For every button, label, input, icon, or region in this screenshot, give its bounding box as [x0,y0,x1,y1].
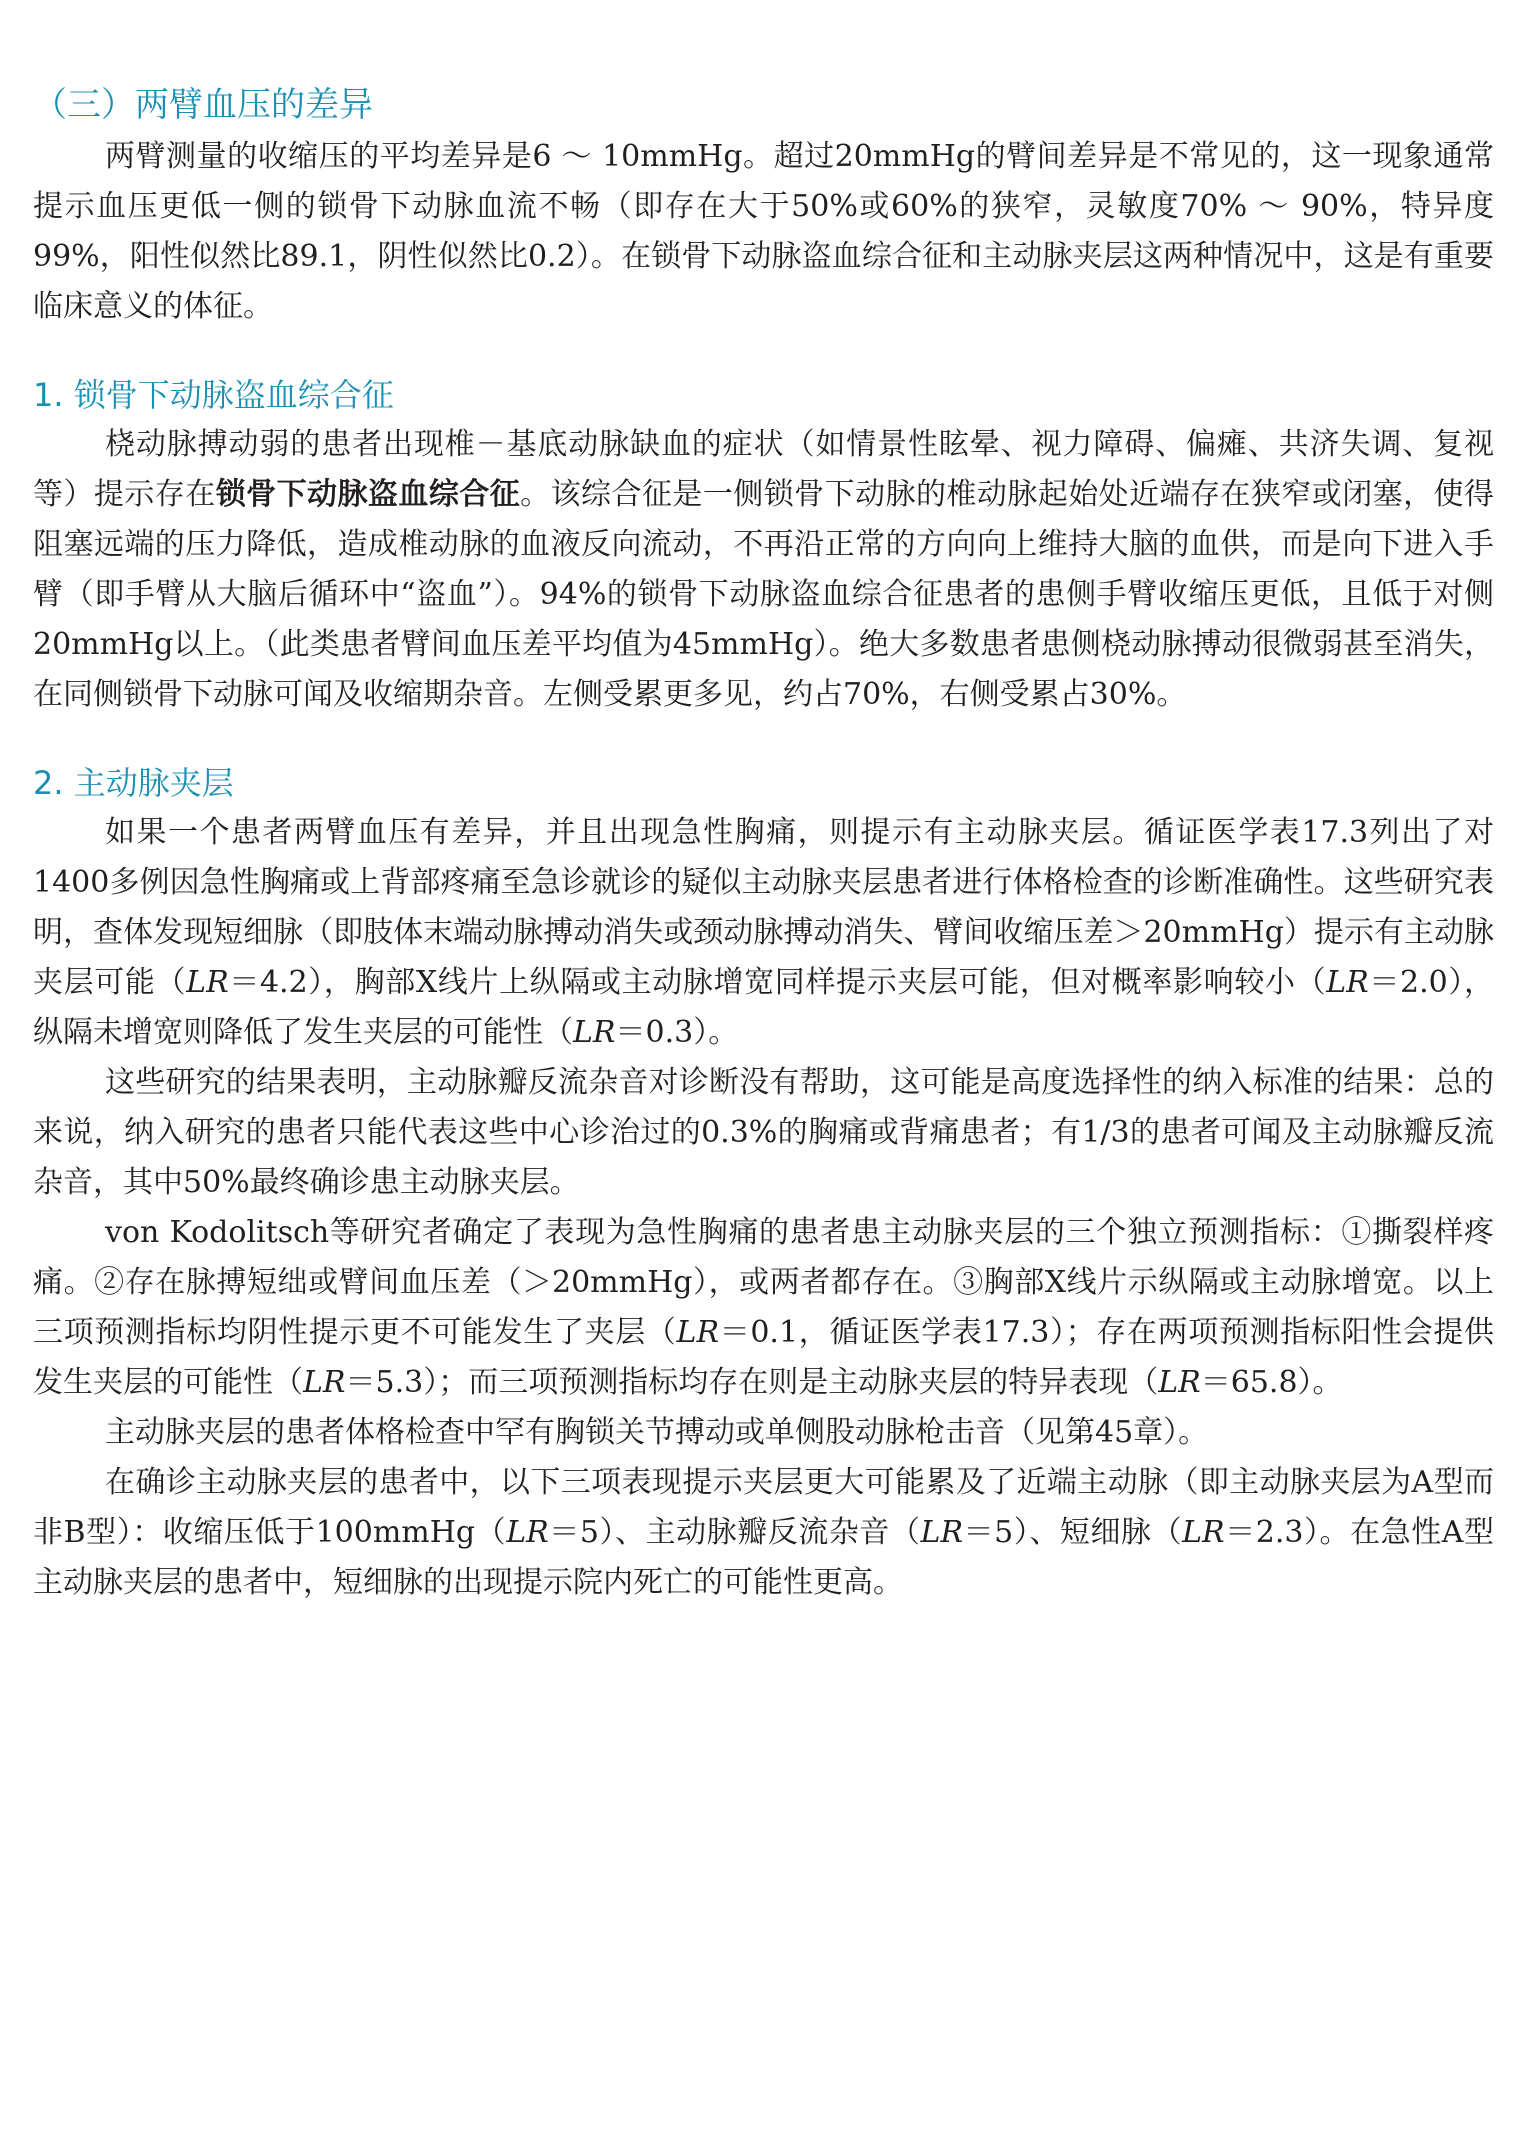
aortic-dissection-paragraph-4 [33,1408,1494,1458]
subclavian-steal-heading: 1. 锁骨下动脉盗血综合征 [33,376,394,414]
aortic-dissection-paragraph-2 [33,1058,1494,1208]
text-run: ＝0.1，循证医学表17.3）；存在两项预测指标阳性会提供发生夹层的可能性（ [33,1315,1495,1400]
lr-label: LR [1326,965,1369,1000]
text-run: ＝5）、短细脉（ [963,1515,1183,1550]
text-run: ＝4.2），胸部X线片上纵隔或主动脉增宽同样提示夹层可能，但对概率影响较小（ [228,965,1327,1000]
aortic-dissection-paragraph-1 [33,808,1494,1058]
spacer [33,720,1494,758]
lr-label: LR [186,965,229,1000]
text-run: 这些研究的结果表明，主动脉瓣反流杂音对诊断没有帮助，这可能是高度选择性的纳入标准的结果：总的来说，纳入研究的患者只能代表这些中心诊治过的0.3%的胸痛或背痛患者；有1/3的患者可闻及主动脉瓣反流杂音，其中50%最终确诊患主动脉夹层。 [33,1065,1494,1200]
aortic-dissection-paragraph-5 [33,1458,1494,1608]
text-run: 如果一个患者两臂血压有差异，并且出现急性胸痛，则提示有主动脉夹层。循证医学表17.3列出了对1400多例因急性胸痛或上背部疼痛至急诊就诊的疑似主动脉夹层患者进行体格检查的诊断准确性。这些研究表明，查体发现短细脉（即肢体末端动脉搏动消失或颈动脉搏动消失、臂间收缩压差＞20mmHg）提示有主动脉夹层可能（ [33,815,1494,1000]
aortic-dissection-heading: 2. 主动脉夹层 [33,764,234,802]
text-run: von Kodolitsch等研究者确定了表现为急性胸痛的患者患主动脉夹层的三个独立预测指标：①撕裂样疼痛。②存在脉搏短绌或臂间血压差（＞20mmHg），或两者都存在。③胸部X线片示纵隔或主动脉增宽。以上三项预测指标均阴性提示更不可能发生了夹层（ [33,1215,1494,1350]
lr-label: LR [1158,1365,1201,1400]
spacer [33,332,1494,370]
lr-label: LR [303,1365,346,1400]
lr-label: LR [676,1315,720,1350]
text-run: ＝0.3）。 [615,1015,739,1050]
lr-label: LR [1182,1515,1225,1550]
lr-label: LR [573,1015,616,1050]
aortic-dissection-paragraph-3 [33,1208,1494,1408]
text-run: ＝5）、主动脉瓣反流杂音（ [548,1515,921,1550]
lr-label: LR [920,1515,964,1550]
lr-label: LR [506,1515,549,1550]
document-page [33,0,1494,1608]
text-run: ＝2.3）。在急性A型主动脉夹层的患者中，短细脉的出现提示院内死亡的可能性更高。 [33,1515,1494,1600]
bold-term: 锁骨下动脉盗血综合征 [215,477,521,512]
intro-text: 两臂测量的收缩压的平均差异是6 ～ 10mmHg。超过20mmHg的臂间差异是不常见的，这一现象通常提示血压更低一侧的锁骨下动脉血流不畅（即存在大于50%或60%的狭窄，灵敏度70% ～ 90%，特异度99%，阳性似然比89.1，阴性似然比0.2）。在锁骨下动脉盗血综合征和主动脉夹层这两种情况中，这是有重要临床意义的体征。 [33,139,1494,324]
text-run: 桡动脉搏动弱的患者出现椎－基底动脉缺血的症状（如情景性眩晕、视力障碍、偏瘫、共济失调、复视等）提示存在 [33,427,1494,512]
text-run: ＝5.3）；而三项预测指标均存在则是主动脉夹层的特异表现（ [345,1365,1159,1400]
intro-paragraph [33,132,1494,332]
subclavian-steal-paragraph [33,420,1494,720]
text-run: 在确诊主动脉夹层的患者中，以下三项表现提示夹层更大可能累及了近端主动脉（即主动脉夹层为A型而非B型）：收缩压低于100mmHg（ [33,1465,1494,1550]
text-run: ＝2.0），纵隔未增宽则降低了发生夹层的可能性（ [33,965,1494,1050]
section-title: （三）两臂血压的差异 [33,85,373,125]
text-run: 主动脉夹层的患者体格检查中罕有胸锁关节搏动或单侧股动脉枪击音（见第45章）。 [105,1415,1209,1450]
text-run: 。该综合征是一侧锁骨下动脉的椎动脉起始处近端存在狭窄或闭塞，使得阻塞远端的压力降低，造成椎动脉的血液反向流动，不再沿正常的方向向上维持大脑的血供，而是向下进入手臂（即手臂从大脑后循环中“盗血”）。94%的锁骨下动脉盗血综合征患者的患侧手臂收缩压更低，且低于对侧20mmHg以上。（此类患者臂间血压差平均值为45mmHg）。绝大多数患者患侧桡动脉搏动很微弱甚至消失，在同侧锁骨下动脉可闻及收缩期杂音。左侧受累更多见，约占70%，右侧受累占30%。 [33,477,1495,712]
text-run: ＝65.8）。 [1200,1365,1343,1400]
